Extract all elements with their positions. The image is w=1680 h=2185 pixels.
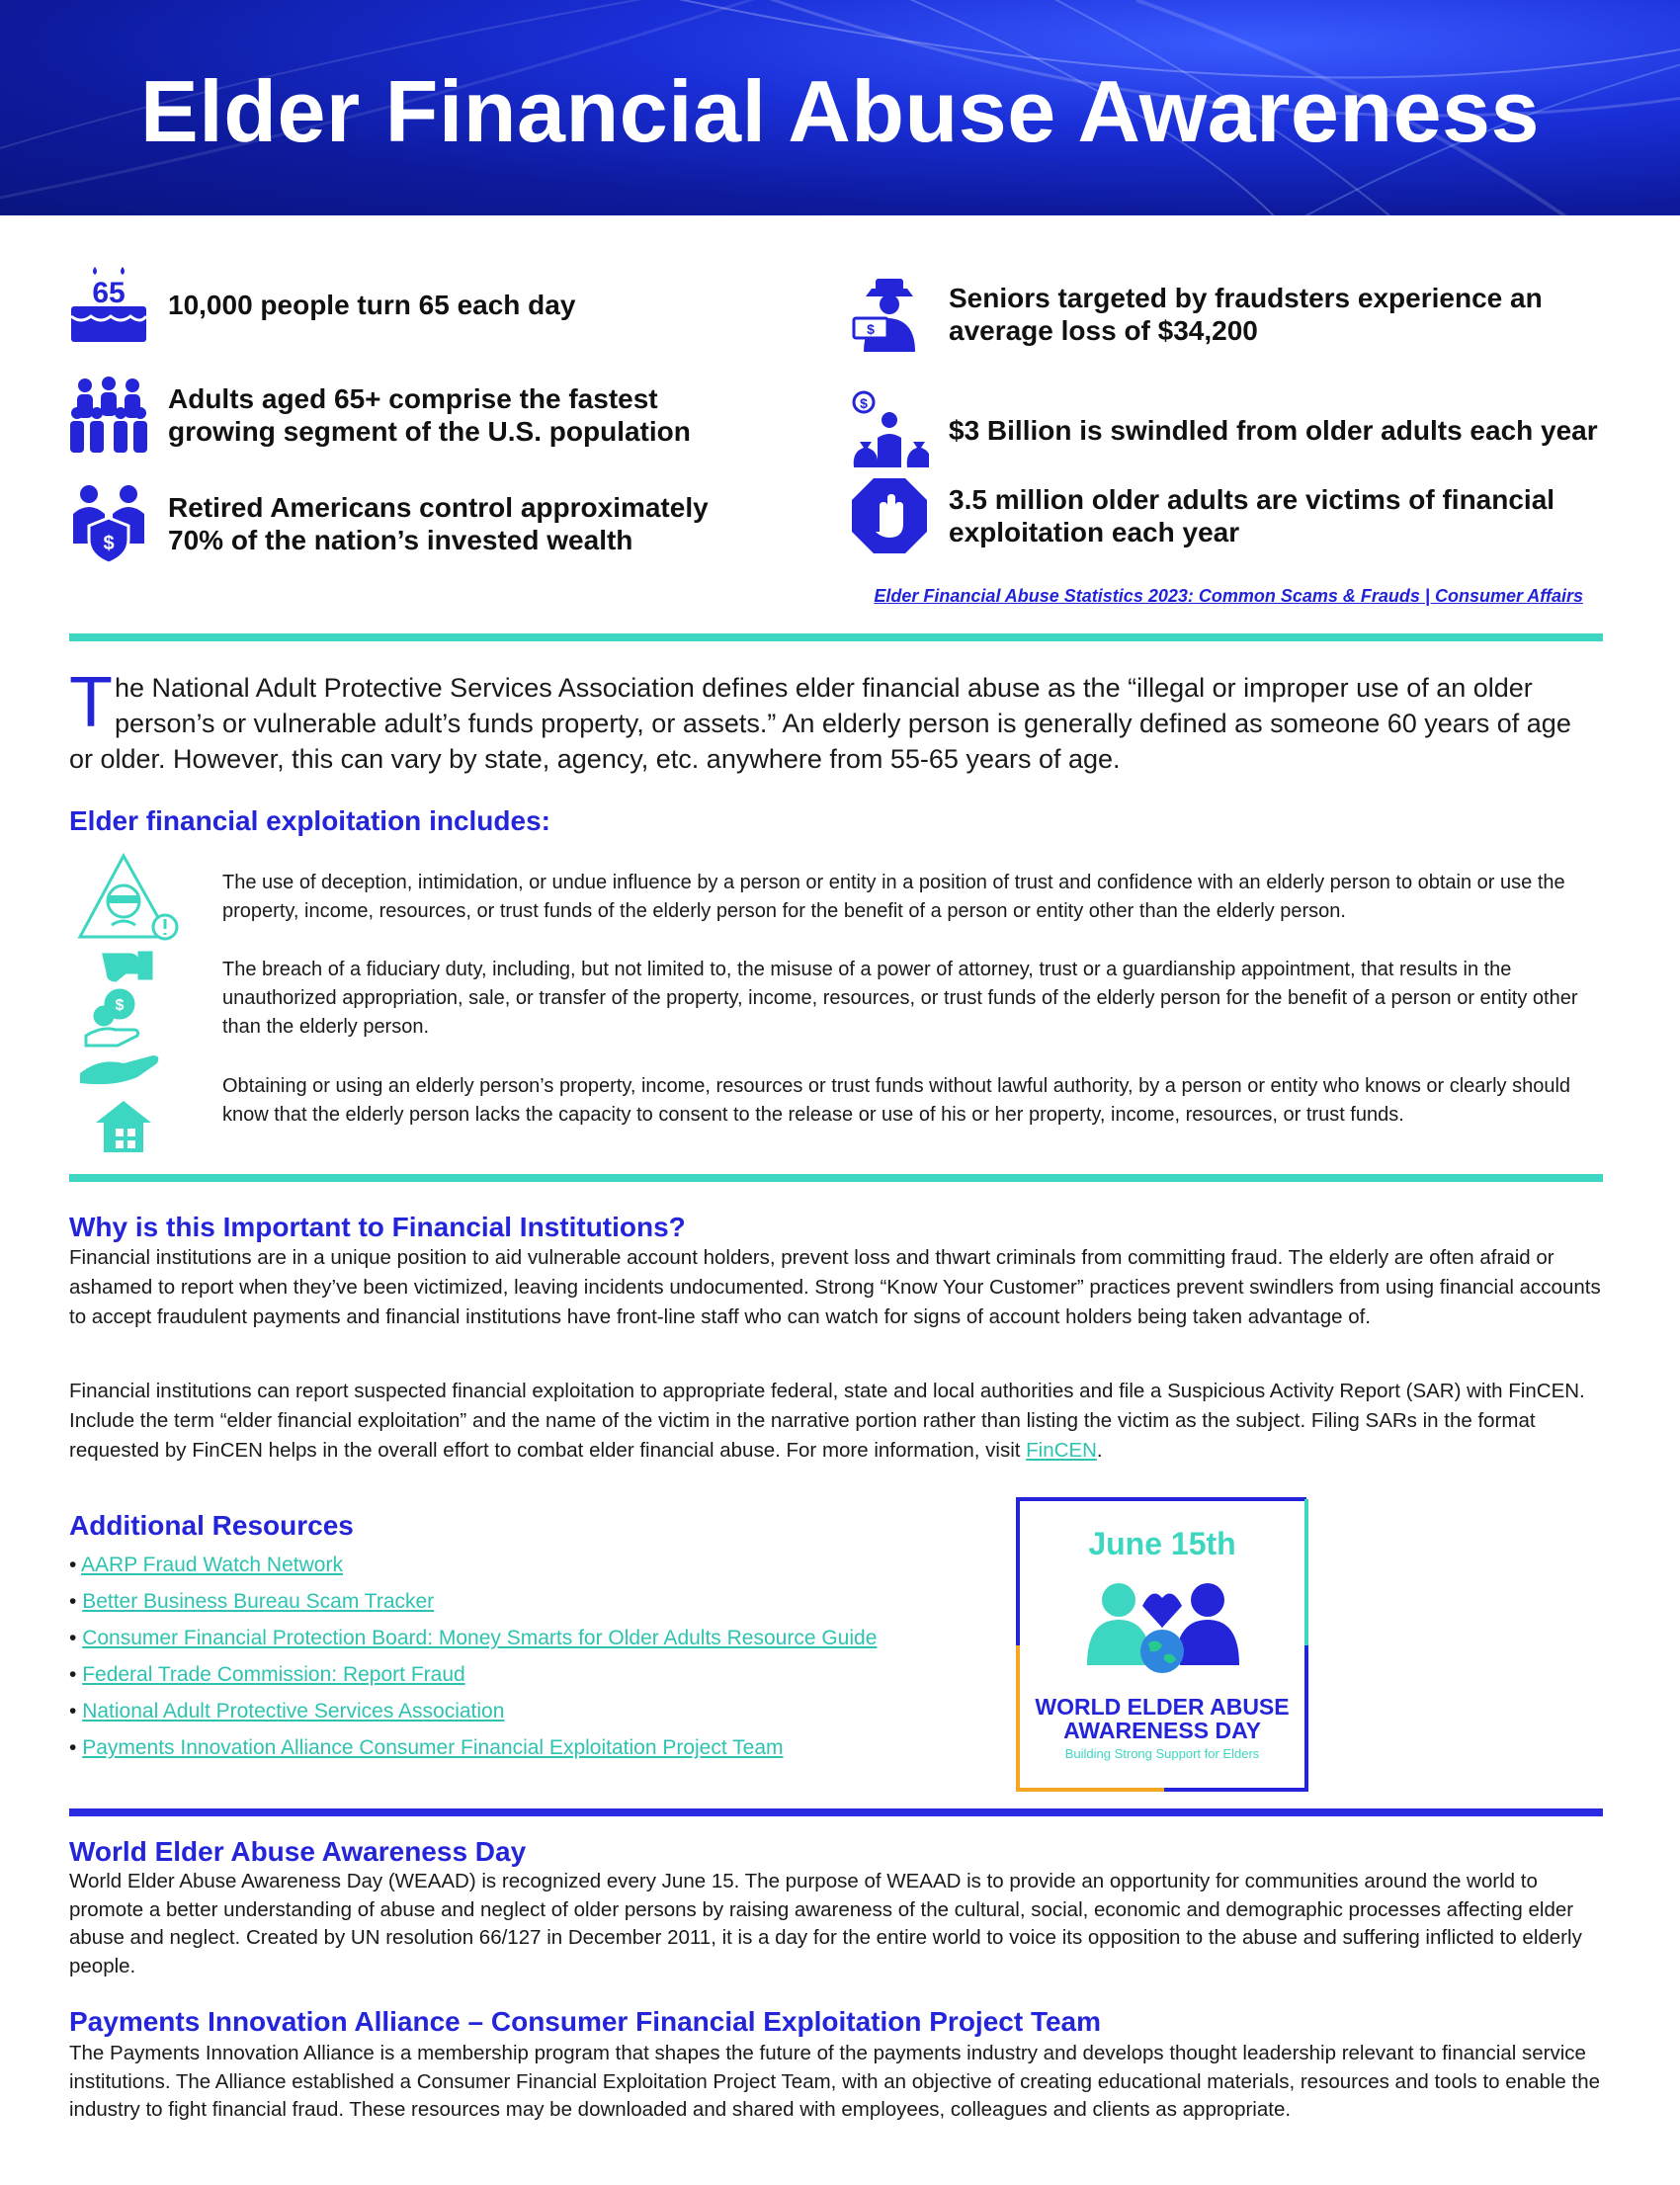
svg-text:65: 65: [92, 277, 126, 309]
weaad-date: June 15th: [1088, 1526, 1236, 1561]
couple-wealth-shield-icon: [69, 484, 148, 563]
resource-link-napsa[interactable]: National Adult Protective Services Association: [82, 1700, 505, 1723]
alliance-heading: Payments Innovation Alliance – Consumer Financial Exploitation Project Team: [69, 2006, 1102, 2037]
stat-turning-65: [69, 265, 575, 344]
header-banner: [0, 0, 1680, 215]
hand-money-transfer-icon: [69, 951, 188, 1050]
stat-3-5-million: [850, 476, 1554, 555]
period: .: [1096, 1439, 1103, 1462]
exploitation-item-2: The breach of a fiduciary duty, including, but not limited to, the misuse of a power of attorney, trust or a guardianship appointment, that results in the unauthorized appropriation, sale, or transfer of the property, income, resources, or trust funds of the elderly person for the benefit of a person or entity other than the elderly person.: [222, 959, 1578, 1038]
exploitation-heading: Elder financial exploitation includes:: [69, 805, 550, 836]
why-heading: Why is this Important to Financial Institutions?: [69, 1212, 686, 1242]
population-group-icon: [69, 376, 148, 455]
stat-line: average loss of $34,200: [949, 315, 1258, 346]
weaad-logo: [1016, 1497, 1308, 1792]
stat-average-loss: [850, 275, 1543, 354]
list-item: [69, 1583, 1008, 1620]
intro-text: he National Adult Protective Services Association defines elder financial abuse as the “illegal or improper use of an older person’s or vulnerable adult’s funds property, or assets.” An elderly person is generally defined as someone 60 years of age or older. However, this can vary by state, agency, etc. anywhere from 55-65 years of age.: [69, 673, 1571, 774]
stat-fastest-growing: [69, 376, 691, 455]
divider: [69, 1174, 1603, 1182]
weaad-tagline: Building Strong Support for Elders: [1064, 1746, 1260, 1761]
svg-text:$: $: [103, 533, 115, 554]
fraudster-money-icon: [850, 275, 929, 354]
intro-paragraph: [69, 663, 1601, 777]
exploitation-item-1: The use of deception, intimidation, or undue influence by a person or entity in a position of trust and confidence with an elderly person to obtain or use the property, income, resources, or trust funds of the elderly person for the benefit of a person or entity other than the elderly person.: [222, 872, 1565, 922]
svg-text:$: $: [860, 395, 868, 411]
stat-line: Retired Americans control approximately: [168, 492, 709, 523]
resource-link-cfpb[interactable]: Consumer Financial Protection Board: Money Smarts for Older Adults Resource Guide: [82, 1627, 878, 1649]
money-bags-thief-icon: [850, 390, 929, 469]
weaad-paragraph: World Elder Abuse Awareness Day (WEAAD) is recognized every June 15. The purpose of WEAAD is to provide an opportunity for communities around the world to promote a better understanding of abuse and neglect of older persons by raising awareness of the cultural, social, economic and demographic processes affecting elder abuse and neglect. Created by UN resolution 66/127 in December 2011, it is a day for the entire world to voice its opposition to the abuse and suffering inflicted to elderly people.: [69, 1870, 1582, 1977]
warning-thief-icon: [69, 850, 188, 949]
stat-line: growing segment of the U.S. population: [168, 416, 691, 447]
list-item: [69, 1729, 1008, 1766]
weaad-heading: World Elder Abuse Awareness Day: [69, 1836, 527, 1867]
resource-link-bbb[interactable]: Better Business Bureau Scam Tracker: [82, 1590, 435, 1613]
resource-link-ftc[interactable]: Federal Trade Commission: Report Fraud: [82, 1663, 465, 1686]
stat-text: 10,000 people turn 65 each day: [168, 289, 576, 320]
why-paragraph-2-text: Financial institutions can report suspected financial exploitation to appropriate federal, state and local authorities and file a Suspicious Activity Report (SAR) with FinCEN. Include the term “elder financial exploitation” and the name of the victim in the narrative portion rather than listing the victim as the subject. Filing SARs in the format requested by FinCEN helps in the overall effort to combat elder financial abuse. For more information, visit: [69, 1380, 1585, 1462]
resources-heading: Additional Resources: [69, 1510, 354, 1541]
stat-text: [949, 483, 1554, 548]
stat-line: Adults aged 65+ comprise the fastest: [168, 383, 658, 414]
birthday-cake-65-icon: [69, 265, 148, 344]
source-link[interactable]: Elder Financial Abuse Statistics 2023: Common Scams & Frauds | Consumer Affairs: [874, 586, 1583, 606]
list-item: [69, 1656, 1008, 1693]
stat-text: $3 Billion is swindled from older adults each year: [949, 414, 1598, 446]
weaad-line-1: WORLD ELDER ABUSE: [1035, 1694, 1290, 1720]
stat-line: 3.5 million older adults are victims of financial: [949, 484, 1555, 515]
stat-text: [949, 282, 1543, 347]
list-item: [69, 1620, 1008, 1656]
stat-invested-wealth: [69, 484, 709, 563]
exploitation-item-3: Obtaining or using an elderly person’s property, income, resources or trust funds without lawful authority, by a person or entity who knows or clearly should know that the elderly person lacks the capacity to consent to the release or use of his or her property, income, resources, or trust funds.: [222, 1075, 1571, 1126]
resource-link-alliance[interactable]: Payments Innovation Alliance Consumer Financial Exploitation Project Team: [82, 1736, 784, 1759]
resource-link-aarp[interactable]: AARP Fraud Watch Network: [81, 1554, 343, 1576]
svg-text:$: $: [115, 997, 125, 1014]
list-item: [69, 1693, 1008, 1729]
weaad-line-2: AWARENESS DAY: [1063, 1718, 1261, 1743]
resources-list: [69, 1547, 1008, 1766]
stat-text: [168, 382, 691, 448]
svg-text:$: $: [867, 321, 875, 337]
alliance-paragraph: The Payments Innovation Alliance is a membership program that shapes the future of the payments industry and develops thought leadership relevant to financial service institutions. The Alliance established a Consumer Financial Exploitation Project Team, with an objective of creating educational materials, resources and tools to enable the industry to fight financial fraud. These resources may be downloaded and shared with employees, colleagues and clients as appropriate.: [69, 2042, 1601, 2121]
stop-hand-icon: [850, 476, 929, 555]
stat-line: 70% of the nation’s invested wealth: [168, 525, 633, 555]
stat-text: [168, 491, 709, 556]
divider: [69, 633, 1603, 641]
divider: [69, 1808, 1603, 1816]
stat-line: exploitation each year: [949, 517, 1240, 547]
stat-3-billion: [850, 390, 1598, 469]
why-paragraph-2: [69, 1377, 1603, 1466]
why-paragraph-1: Financial institutions are in a unique position to aid vulnerable account holders, prevent loss and thwart criminals from committing fraud. The elderly are often afraid or ashamed to report when they’ve been victimized, leaving incidents undocumented. Strong “Know Your Customer” practices prevent swindlers from using financial accounts to accept fraudulent payments and financial institutions have front-line staff who can watch for signs of account holders being taken advantage of.: [69, 1246, 1601, 1328]
list-item: [69, 1547, 1008, 1583]
page-title: Elder Financial Abuse Awareness: [140, 62, 1540, 160]
drop-cap: T: [69, 663, 113, 742]
hand-house-icon: [69, 1055, 188, 1154]
fincen-link[interactable]: FinCEN: [1026, 1439, 1097, 1462]
stat-line: Seniors targeted by fraudsters experience an: [949, 283, 1543, 313]
